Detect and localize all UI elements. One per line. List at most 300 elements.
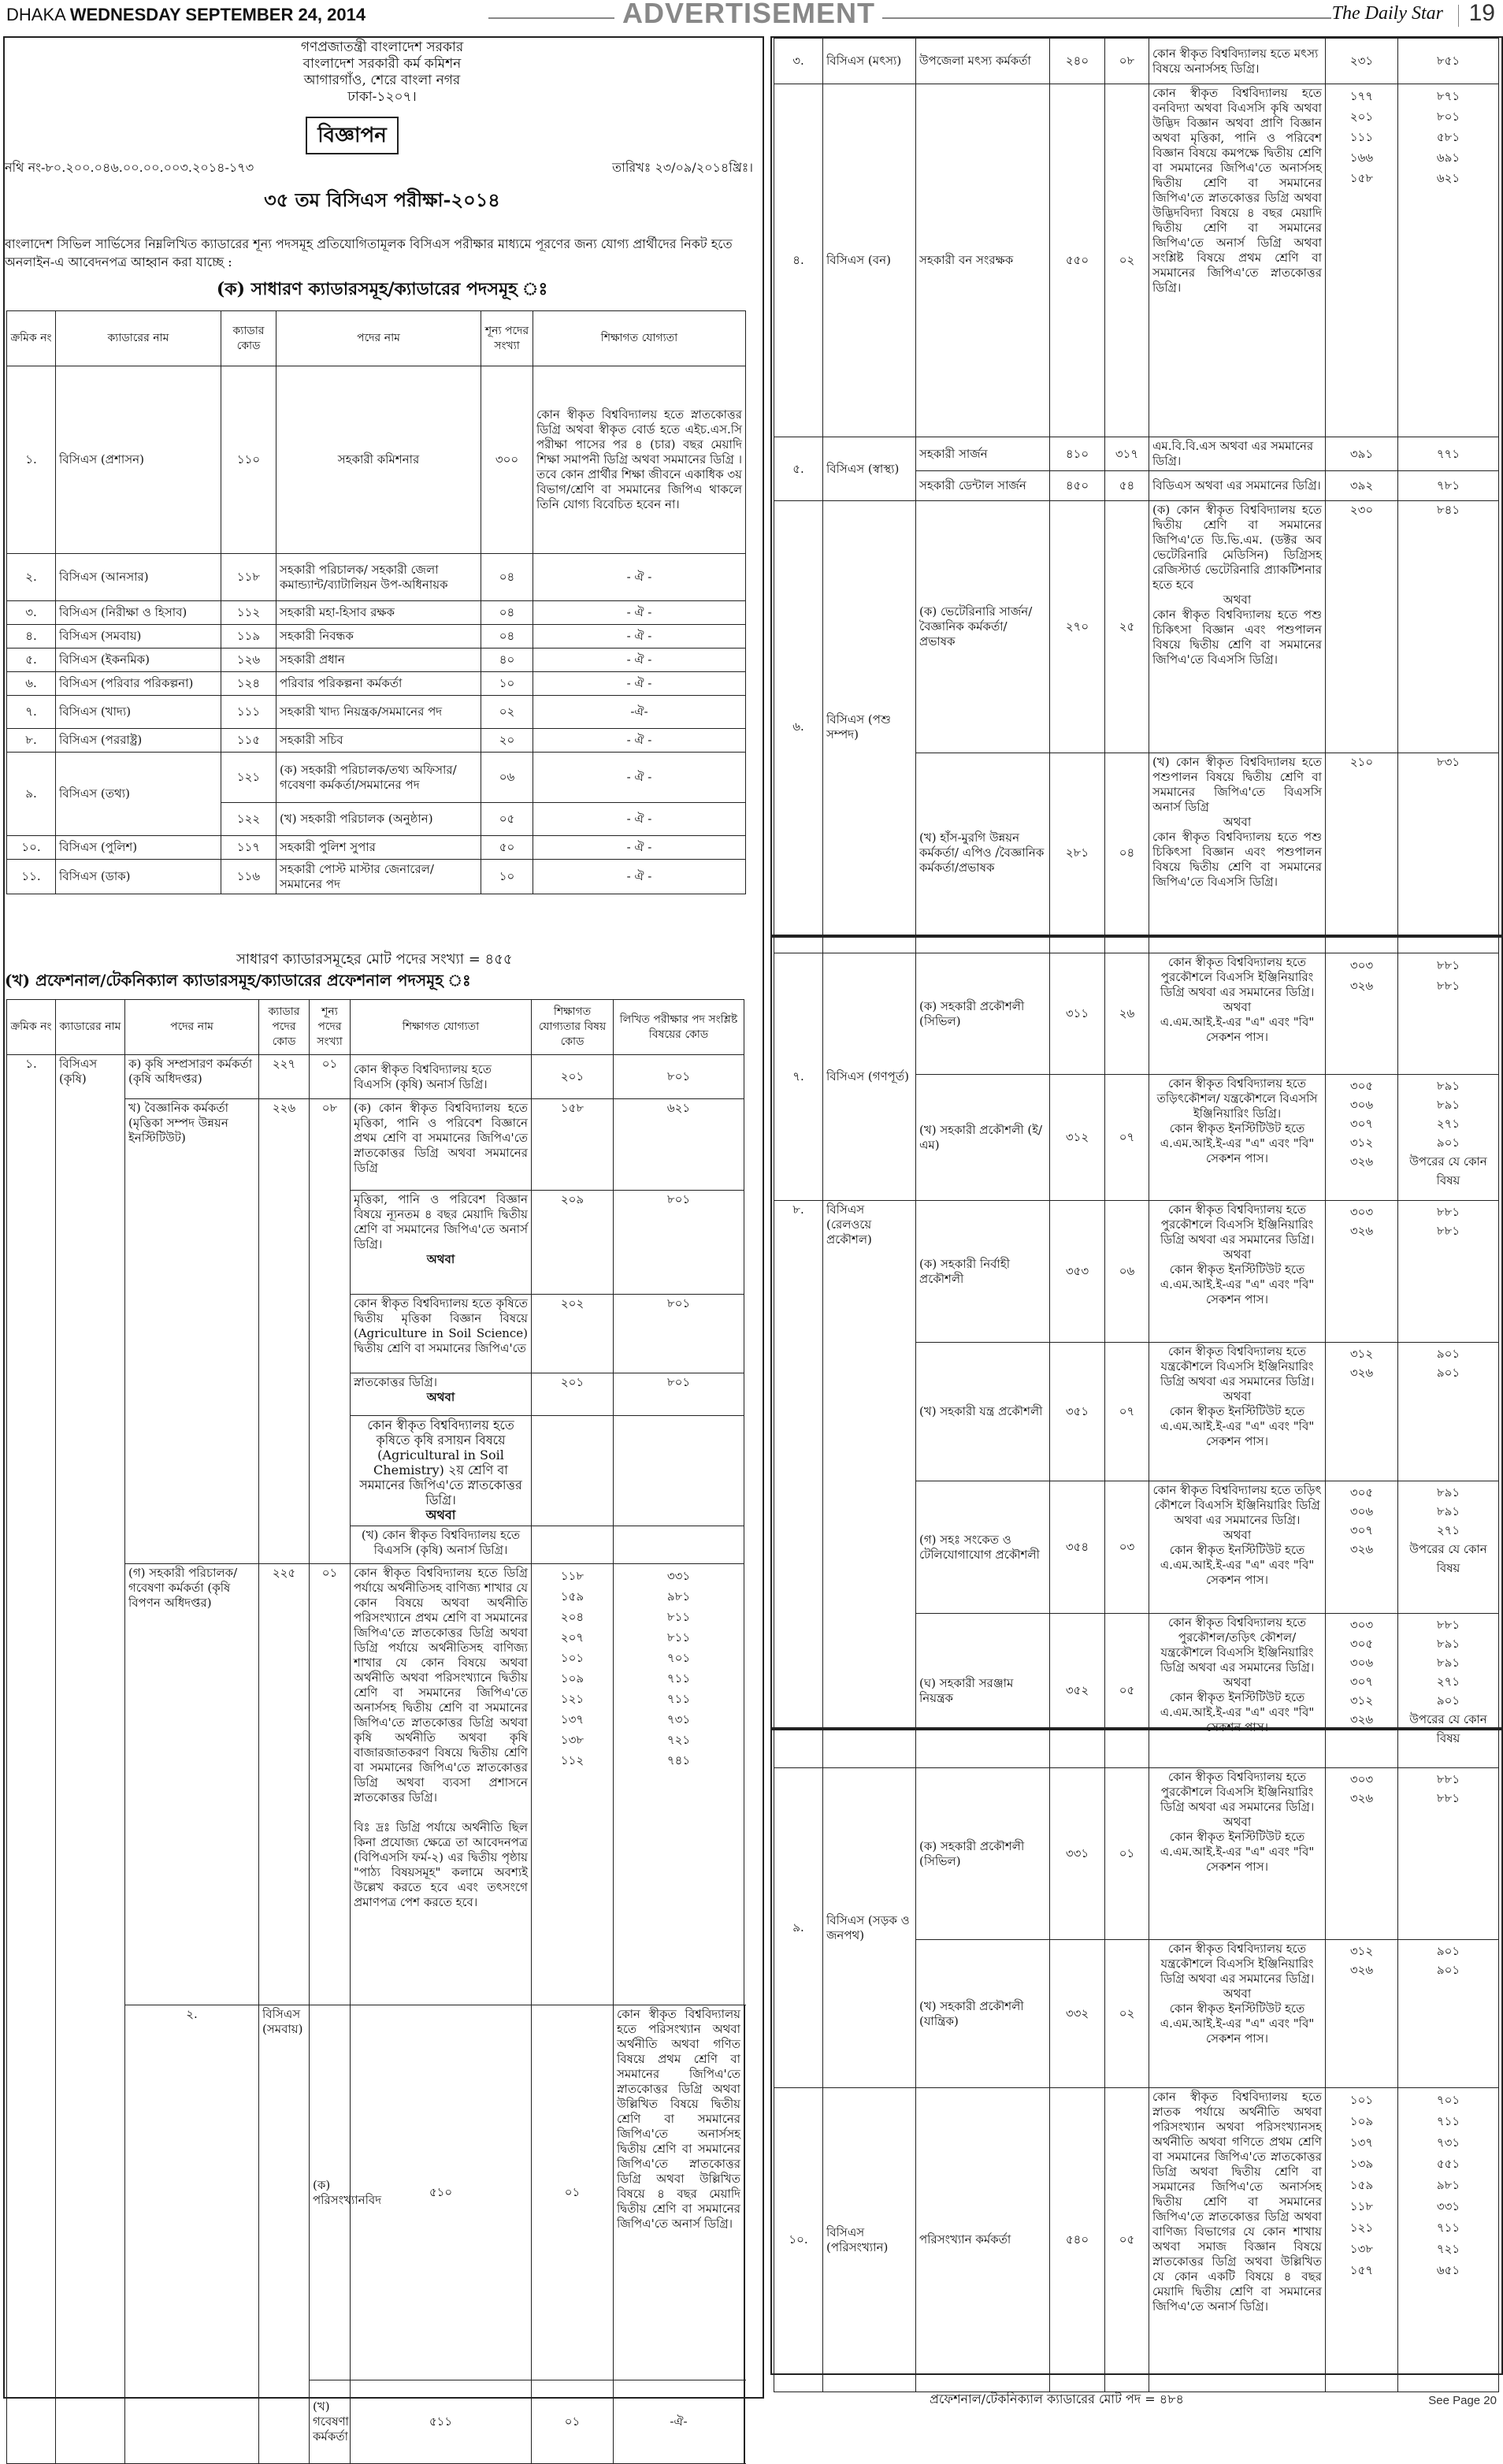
subject-code: ৩০৭	[1349, 1117, 1374, 1131]
memo-number: নথি নং-৮০.২০০.০৪৬.০০.০০.০০৩.২০১৪-১৭৩	[5, 160, 254, 175]
cell-cadre: বিসিএস (পুলিশ)	[56, 836, 221, 860]
subject-code: ১৩৮	[560, 1733, 584, 1747]
subject-code: ৩০৫	[1349, 1079, 1374, 1093]
col-header: পদের নাম	[276, 311, 481, 366]
cell-code: ১২১	[221, 753, 276, 803]
subject-code: ৩১২	[1349, 1347, 1374, 1361]
cell-sl: ৫.	[774, 437, 823, 501]
cell-cadre: বিসিএস (প্রশাসন)	[56, 366, 221, 554]
cell-post: (খ) সহকারী প্রকৌশলী (যান্ত্রিক)	[916, 1940, 1050, 2088]
general-cadre-table	[6, 310, 746, 894]
cell-cadre: বিসিএস (ডাক)	[56, 860, 221, 894]
cell-vacancy: ০৫	[1105, 1614, 1149, 1768]
table-row	[7, 672, 746, 696]
cell-qualification: - ঐ -	[533, 672, 746, 696]
subject-code: ৩২৬	[1349, 1366, 1374, 1380]
cell-post: সহকারী খাদ্য নিয়ন্ত্রক/সমমানের পদ	[276, 696, 481, 729]
cell-sl: ১.	[7, 366, 56, 554]
cell-post: খ) বৈজ্ঞানিক কর্মকর্তা (মৃত্তিকা সম্পদ উন্নয়ন ইনস্টিটিউট)	[125, 1099, 259, 1564]
written-code: ৭০১	[666, 1651, 691, 1665]
cell-cadre: বিসিএস (আনসার)	[56, 554, 221, 601]
cell-code: ১১৬	[221, 860, 276, 894]
cell-cadre: বিসিএস (সড়ক ও জনপথ)	[823, 1768, 916, 2088]
cell-qualification: -ঐ-	[614, 2380, 744, 2464]
subject-code: ১০১	[560, 1651, 584, 1665]
written-code: ৮৮১	[1436, 958, 1460, 972]
professional-total: প্রফেশনাল/টেকনিক্যাল ক্যাডারের মোট পদ = ৪৮৪	[930, 2392, 1184, 2406]
cell-cadre: বিসিএস (খাদ্য)	[56, 696, 221, 729]
subject-code: ১৫৮	[1349, 171, 1374, 185]
written-code: ৯০১	[1436, 1347, 1460, 1361]
cell-qualification: কোন স্বীকৃত বিশ্ববিদ্যালয় হতে বনবিদ্যা অথবা বিএসসি কৃষি অথবা উদ্ভিদ বিজ্ঞান অথবা প্রাণি বিজ্ঞান অথবা মৃত্তিকা, পানি ও পরিবেশ বিজ্ঞান বিষয়ে কমপক্ষে দ্বিতীয় শ্রেণি বা সমমানের জিপিএ'তে অনার্সসহ দ্বিতীয় শ্রেণি বা সমমানের জিপিএ'তে স্নাতকোত্তর ডিগ্রি অথবা উদ্ভিদবিদ্যা বিষয়ে ৪ বছর মেয়াদি দ্বিতীয় শ্রেণি বা সমমানের জিপিএ'তে অনার্স ডিগ্রি অথবা সংশ্লিষ্ট বিষয়ে প্রথম শ্রেণি বা সমমানের জিপিএ'তে স্নাতকোত্তর ডিগ্রি।	[1149, 84, 1326, 437]
written-code: ৭১১	[666, 1671, 691, 1685]
or-text: অথবা	[1223, 1389, 1252, 1403]
cell-qualification	[1149, 953, 1326, 1075]
subject-code: ১২১	[560, 1692, 584, 1706]
cell-written-code	[614, 1526, 744, 1564]
cell-cadre: বিসিএস (গণপূর্ত)	[823, 953, 916, 1201]
subject-code: ৩২৬	[1349, 1542, 1374, 1556]
written-code: ৮৭১	[1436, 89, 1460, 103]
col-header: শূন্য পদের সংখ্যা	[310, 1000, 351, 1055]
cell-vacancy: ০৫	[1105, 2088, 1149, 2392]
cell-vacancy: ০৮	[310, 1099, 351, 1564]
subject-code: ৩২৬	[1349, 1791, 1374, 1805]
cell-code: ২২৫	[259, 1564, 310, 2005]
subject-code: ৩২৬	[1349, 1154, 1374, 1169]
cell-written-code: ৮০১	[614, 1191, 744, 1295]
rule-right	[882, 17, 1331, 19]
col-header: শিক্ষাগত যোগ্যতার বিষয় কোড	[532, 1000, 614, 1055]
written-code: ৯০১	[1436, 1944, 1460, 1958]
written-code: ৭৩১	[1436, 2135, 1460, 2150]
or-text: অথবা	[1223, 1986, 1252, 2001]
cell-subject-code	[532, 1416, 614, 1526]
written-code: ৮৮১	[1436, 979, 1460, 993]
general-total: সাধারণ ক্যাডারসমূহের মোট পদের সংখ্যা = ৪৫৫	[236, 951, 513, 968]
written-code: ৫৮১	[1436, 130, 1460, 144]
cell-vacancy: ০৫	[481, 803, 533, 836]
subject-code: ৩০৩	[1349, 1618, 1374, 1632]
cell-post: সহকারী পরিচালক/ সহকারী জেলা কমান্ড্যান্ট/ব্যাটালিয়ন উপ-অধিনায়ক	[276, 554, 481, 601]
written-code: উপরের যে কোন বিষয়	[1409, 1154, 1487, 1187]
cell-post: (খ) সহকারী যন্ত্র প্রকৌশলী	[916, 1343, 1050, 1481]
table-row	[7, 649, 746, 672]
cell-cadre: বিসিএস (স্বাস্থ্য)	[823, 437, 916, 501]
cell-subject-code	[1326, 2088, 1398, 2392]
written-code: ৭২১	[666, 1733, 691, 1747]
col-header: লিখিত পরীক্ষার পদ সংশ্লিষ্ট বিষয়ের কোড	[614, 1000, 744, 1055]
subject-code: ৩০৭	[1349, 1523, 1374, 1537]
section-professional-title: (খ) প্রফেশনাল/টেকনিক্যাল ক্যাডারসমূহ/ক্যাডারের প্রফেশনাল পদসমূহ ঃ	[5, 971, 471, 990]
or-text: অথবা	[1223, 1675, 1252, 1689]
subject-code: ৩১২	[1349, 1693, 1374, 1708]
cell-sl: ৯.	[7, 753, 56, 836]
written-code: ৭০১	[1436, 2093, 1460, 2107]
cell-vacancy: ০১	[310, 1564, 351, 2005]
written-code: ৭১১	[1436, 2221, 1460, 2235]
written-code: ৯০১	[1436, 1366, 1460, 1380]
subject-code: ১১৮	[560, 1569, 584, 1583]
cell-code: ১১৫	[221, 729, 276, 753]
cell-subject-code	[532, 1564, 614, 2005]
cell-qualification: কোন স্বীকৃত বিশ্ববিদ্যালয় হতে কৃষিতে দ্বিতীয় মৃত্তিকা বিজ্ঞান বিষয়ে (Agriculture in Soil Science) দ্বিতীয় শ্রেণি বা সমমানের জিপিএ'তে	[351, 1295, 532, 1373]
or-text: অথবা	[426, 1390, 455, 1404]
cell-cadre: বিসিএস (মৎস্য)	[823, 39, 916, 84]
cell-sl: ৪.	[774, 84, 823, 437]
subject-code: ১৩৭	[560, 1712, 584, 1726]
col-header: ক্রমিক নং	[7, 311, 56, 366]
cell-cadre: বিসিএস (সমবায়)	[259, 2005, 310, 2464]
cell-qualification: - ঐ -	[533, 649, 746, 672]
written-code: ৬৯১	[1436, 151, 1460, 165]
cell-written-code	[1398, 1940, 1499, 2088]
subject-code: ১৬৬	[1349, 151, 1374, 165]
subject-code: ৩০৩	[1349, 1772, 1374, 1786]
issuer-line: ঢাকা-১২০৭।	[347, 89, 417, 105]
subject-code: ১৭৭	[1349, 89, 1374, 103]
cell-written-code	[614, 1416, 744, 1526]
cell-post: পরিসংখ্যান কর্মকর্তা	[916, 2088, 1050, 2392]
cell-subject-code: ২০২	[532, 1295, 614, 1373]
cell-written-code: ৮০১	[614, 1055, 744, 1099]
cell-post: সহকারী সার্জন	[916, 437, 1050, 471]
cell-vacancy: ৪০	[481, 649, 533, 672]
cell-vacancy: ০২	[1105, 1940, 1149, 2088]
subject-code: ১০১	[1349, 2093, 1374, 2107]
subject-code: ১৫৭	[1349, 2263, 1374, 2277]
cell-code: ১২৬	[221, 649, 276, 672]
cell-vacancy: ০৬	[481, 753, 533, 803]
written-code: ৬২১	[1436, 171, 1460, 185]
cell-code: ৩৩১	[1050, 1768, 1105, 1940]
subject-code: ১৫৯	[1349, 2178, 1374, 2192]
cell-sl: ৭.	[7, 696, 56, 729]
cell-subject-code: ৩৯১	[1326, 437, 1398, 471]
or-text: অথবা	[425, 1507, 456, 1522]
cell-written-code	[1398, 84, 1499, 437]
cell-qualification: - ঐ -	[533, 729, 746, 753]
cell-cadre: বিসিএস (পরিসংখ্যান)	[823, 2088, 916, 2392]
cell-qualification: - ঐ -	[533, 753, 746, 803]
subject-code: ৩২৬	[1349, 1224, 1374, 1238]
page-number: 19	[1468, 0, 1495, 26]
cell-code: ৩৫১	[1050, 1343, 1105, 1481]
written-code: ২৭১	[1436, 1674, 1460, 1689]
qual-text: কোন স্বীকৃত বিশ্ববিদ্যালয় হতে পশু চিকিৎসা বিজ্ঞান এবং পশুপালন বিষয়ে দ্বিতীয় শ্রেণি বা সমমানের জিপিএ'তে বিএসসি ডিগ্রি।	[1152, 830, 1322, 889]
qual-text: কোন স্বীকৃত ইনস্টিটিউট হতে এ.এম.আই.ই-এর "এ" এবং "বি" সেকশন পাস।	[1160, 1262, 1315, 1306]
written-code: ৮০১	[1436, 110, 1460, 124]
cell-qualification: - ঐ -	[533, 554, 746, 601]
cell-subject-code	[1326, 1768, 1398, 1940]
cell-qualification: কোন স্বীকৃত বিশ্ববিদ্যালয় হতে পরিসংখ্যান অথবা অর্থনীতি অথবা গণিত বিষয়ে প্রথম শ্রেণি বা সমমানের জিপিএ'তে স্নাতকোত্তর ডিগ্রি অথবা উল্লিখিত বিষয়ে দ্বিতীয় শ্রেণি বা সমমানের জিপিএ'তে অনার্সসহ দ্বিতীয় শ্রেণি বা সমমানের জিপিএ'তে স্নাতকোত্তর ডিগ্রি অথবা উল্লিখিত বিষয়ে ৪ বছর মেয়াদি দ্বিতীয় শ্রেণি বা সমমানের জিপিএ'তে অনার্স ডিগ্রি।	[614, 2005, 744, 2380]
cell-qualification: - ঐ -	[533, 625, 746, 649]
cell-post: সহকারী সচিব	[276, 729, 481, 753]
cell-qualification: (খ) কোন স্বীকৃত বিশ্ববিদ্যালয় হতে বিএসসি (কৃষি) অনার্স ডিগ্রি।	[351, 1526, 532, 1564]
issuer-block	[3, 39, 761, 106]
cell-subject-code: ২০৯	[532, 1191, 614, 1295]
cell-subject-code: ২৩০	[1326, 501, 1398, 753]
issuer-line: বাংলাদেশ সরকারী কর্ম কমিশন	[302, 56, 462, 72]
cell-sl: ৩.	[7, 601, 56, 625]
subject-code: ৩২৬	[1349, 979, 1374, 993]
issuer-line: আগারগাঁও, শেরে বাংলা নগর	[303, 72, 461, 88]
qual-text: কোন স্বীকৃত বিশ্ববিদ্যালয় হতে কৃষিতে কৃষি রসায়ন বিষয়ে (Agricultural in Soil Chemistry) ২য় শ্রেণি বা সমমানের জিপিএ'তে স্নাতকোত্তর ডিগ্রি।	[359, 1418, 522, 1507]
cell-code: ২২৬	[259, 1099, 310, 1564]
written-code: ৯০১	[1436, 1693, 1460, 1708]
qual-note: বিঃ দ্রঃ ডিগ্রি পর্যায়ে অর্থনীতি ছিল কিনা প্রযোজ্য ক্ষেত্রে তা আবেদনপত্র (বিপিএসসি ফর্ম-২) এর দ্বিতীয় পৃষ্ঠায় "পাঠ্য বিষয়সমূহ" কলামে অবশ্যই উল্লেখ করতে হবে এবং তৎসংগে প্রমাণপত্র পেশ করতে হবে।	[354, 1820, 528, 1909]
qual-text: এ.এম.আই.ই-এর "এ" এবং "বি" সেকশন পাস।	[1160, 1015, 1315, 1044]
cell-code: ১১০	[221, 366, 276, 554]
cell-code: ৪১০	[1050, 437, 1105, 471]
table-row	[7, 696, 746, 729]
cell-vacancy: ৫৪	[1105, 471, 1149, 501]
cell-code: ২২৭	[259, 1055, 310, 1099]
exam-title: ৩৫ তম বিসিএস পরীক্ষা-২০১৪	[264, 188, 500, 211]
cell-cadre: বিসিএস (বন)	[823, 84, 916, 437]
divider	[1458, 5, 1459, 27]
cell-sl: ৪.	[7, 625, 56, 649]
cell-code: ২৮১	[1050, 753, 1105, 953]
qual-text: কোন স্বীকৃত ইনস্টিটিউট হতে এ.এম.আই.ই-এর "এ" এবং "বি" সেকশন পাস।	[1160, 2001, 1315, 2046]
cell-qualification	[351, 1191, 532, 1295]
cell-vacancy: ২৫	[1105, 501, 1149, 753]
cell-post: পরিবার পরিকল্পনা কর্মকর্তা	[276, 672, 481, 696]
cell-written-code	[1398, 1768, 1499, 1940]
cell-vacancy: ২৬	[1105, 953, 1149, 1075]
cell-qualification: - ঐ -	[533, 803, 746, 836]
cell-qualification: বিডিএস অথবা এর সমমানের ডিগ্রি।	[1149, 471, 1326, 501]
written-code: ৮৯১	[1436, 1485, 1460, 1500]
written-code: ৮৮১	[1436, 1618, 1460, 1632]
subject-code: ৩০৫	[1349, 1637, 1374, 1651]
qual-text: কোন স্বীকৃত বিশ্ববিদ্যালয় হতে পুরকৌশলে বিএসসি ইঞ্জিনিয়ারিং ডিগ্রি অথবা এর সমমানের ডিগ্রি।	[1160, 1202, 1315, 1247]
subject-code: ৩০৬	[1349, 1504, 1374, 1518]
cell-qualification: কোন স্বীকৃত বিশ্ববিদ্যালয় হতে মৎস্য বিষয়ে অনার্সসহ ডিগ্রি।	[1149, 39, 1326, 84]
written-code: ৮১১	[666, 1610, 691, 1624]
or-text: অথবা	[1223, 593, 1252, 607]
qual-text: কোন স্বীকৃত বিশ্ববিদ্যালয় হতে পুরকৌশলে বিএসসি ইঞ্জিনিয়ারিং ডিগ্রি অথবা এর সমমানের ডিগ্রি।	[1160, 1770, 1315, 1814]
table-row	[774, 437, 1499, 471]
continuation-note: See Page 20	[1428, 2394, 1497, 2407]
written-code: ৮৮১	[1436, 1772, 1460, 1786]
cell-sl: ২.	[125, 2005, 259, 2464]
written-code: উপরের যে কোন বিষয়	[1409, 1542, 1487, 1575]
cell-subject-code	[1326, 1201, 1398, 1343]
col-header: ক্যাডারের নাম	[56, 311, 221, 366]
section-general-title: (ক) সাধারণ ক্যাডারসমূহ/ক্যাডারের পদসমূহ ঃ	[216, 279, 548, 299]
col-header: ক্যাডারের নাম	[56, 1000, 125, 1055]
cell-qualification: - ঐ -	[533, 601, 746, 625]
subject-code: ১৩৯	[1349, 2157, 1374, 2171]
cell-written-code	[1398, 1201, 1499, 1343]
cell-vacancy: ০১	[310, 1055, 351, 1099]
cell-qualification: (ক) কোন স্বীকৃত বিশ্ববিদ্যালয় হতে মৃত্তিকা, পানি ও পরিবেশ বিজ্ঞানে প্রথম শ্রেণি বা সমমানের জিপিএ'তে স্নাতকোত্তর ডিগ্রি অথবা সমমানের ডিগ্রি	[351, 1099, 532, 1191]
cell-qualification	[1149, 1940, 1326, 2088]
qual-text: মৃত্তিকা, পানি ও পরিবেশ বিজ্ঞান বিষয়ে ন্যূনতম ৪ বছর মেয়াদি দ্বিতীয় শ্রেণি বা সমমানের জিপিএ'তে অনার্স ডিগ্রি।	[354, 1192, 528, 1251]
written-code: ৮৯১	[1436, 1079, 1460, 1093]
cell-code: ১১৭	[221, 836, 276, 860]
table-row	[7, 554, 746, 601]
cell-sl: ১.	[7, 1055, 56, 2464]
table-header-row	[7, 311, 746, 366]
cell-post: সহকারী মহা-হিসাব রক্ষক	[276, 601, 481, 625]
cell-post: (খ) সহকারী পরিচালক (অনুষ্ঠান)	[276, 803, 481, 836]
cell-sl: ৯.	[774, 1768, 823, 2088]
cell-subject-code	[1326, 953, 1398, 1075]
cell-subject-code	[1326, 1343, 1398, 1481]
cell-cadre: বিসিএস (কৃষি)	[56, 1055, 125, 2464]
cell-qualification	[1149, 753, 1326, 953]
or-text: অথবা	[1223, 815, 1252, 829]
cell-cadre: বিসিএস (সমবায়)	[56, 625, 221, 649]
subject-code: ৩২৬	[1349, 1963, 1374, 1977]
qual-text: কোন স্বীকৃত ইনস্টিটিউট হতে এ.এম.আই.ই-এর "এ" এবং "বি" সেকশন পাস।	[1160, 1543, 1315, 1587]
qual-text: কোন স্বীকৃত বিশ্ববিদ্যালয় হতে পশু চিকিৎসা বিজ্ঞান এবং পশুপালন বিষয়ে দ্বিতীয় শ্রেণি বা সমমানের জিপিএ'তে বিএসসি ডিগ্রি।	[1152, 608, 1322, 667]
cell-code: ১২২	[221, 803, 276, 836]
cell-code: ৫১০	[351, 2005, 532, 2380]
cell-cadre: বিসিএস (পরিবার পরিকল্পনা)	[56, 672, 221, 696]
or-text: অথবা	[1223, 1528, 1252, 1542]
table-row	[774, 953, 1499, 1075]
cell-post: সহকারী পুলিশ সুপার	[276, 836, 481, 860]
cell-cadre: বিসিএস (ইকনমিক)	[56, 649, 221, 672]
subject-code: ১১২	[560, 1753, 584, 1767]
cell-written-code	[744, 2380, 745, 2464]
qual-text: (ক) কোন স্বীকৃত বিশ্ববিদ্যালয় হতে দ্বিতীয় শ্রেণি বা সমমানের জিপিএ'তে ডি.ভি.এম. (ডক্টর অব ভেটেরিনারি মেডিসিন) ডিগ্রিসহ রেজিস্টার্ড ভেটেরিনারি প্র্যাকটিশনার হতে হবে	[1152, 503, 1322, 592]
cell-post: (ক) পরিসংখ্যানবিদ	[310, 2005, 351, 2380]
cell-subject-code: ২৩১	[1326, 39, 1398, 84]
cell-vacancy: ৩১৭	[1105, 437, 1149, 471]
cell-written-code: ৮০১	[614, 1373, 744, 1416]
table-row	[7, 625, 746, 649]
cell-post: (খ) গবেষণা কর্মকর্তা	[310, 2380, 351, 2464]
cell-cadre: বিসিএস (তথ্য)	[56, 753, 221, 836]
table-row	[7, 1055, 745, 1099]
cell-vacancy: ০৭	[1105, 1075, 1149, 1201]
cell-vacancy: ০৩	[1105, 1481, 1149, 1614]
col-header: শূন্য পদের সংখ্যা	[481, 311, 533, 366]
cell-code: ৩১২	[1050, 1075, 1105, 1201]
cell-written-code	[1398, 1075, 1499, 1201]
cell-qualification	[1149, 501, 1326, 753]
cell-vacancy: ২০	[481, 729, 533, 753]
cell-code: ৫৪০	[1050, 2088, 1105, 2392]
qual-text: কোন স্বীকৃত ইনস্টিটিউট হতে এ.এম.আই.ই-এর "এ" এবং "বি" সেকশন পাস।	[1160, 1121, 1315, 1165]
cell-post: (ক) সহকারী প্রকৌশলী (সিভিল)	[916, 953, 1050, 1075]
subject-code: ২০৭	[560, 1630, 584, 1645]
qual-text: কোন স্বীকৃত ইনস্টিটিউট হতে এ.এম.আই.ই-এর "এ" এবং "বি" সেকশন পাস।	[1160, 1830, 1315, 1874]
cell-vacancy: ১০	[481, 672, 533, 696]
subject-code: ১০৯	[1349, 2114, 1374, 2128]
cell-code: ৩১১	[1050, 953, 1105, 1075]
cell-post: সহকারী কমিশনার	[276, 366, 481, 554]
written-code: ৮৯১	[1436, 1504, 1460, 1518]
cell-cadre: বিসিএস (পশু সম্পদ)	[823, 501, 916, 953]
cell-qualification: এম.বি.বি.এস অথবা এর সমমানের ডিগ্রি।	[1149, 437, 1326, 471]
cell-code: ১১২	[221, 601, 276, 625]
cell-code: ৩৩২	[1050, 1940, 1105, 2088]
written-code: ৮৮১	[1436, 1791, 1460, 1805]
cell-post: ক) কৃষি সম্প্রসারণ কর্মকর্তা (কৃষি অধিদপ্তর)	[125, 1055, 259, 1099]
cell-vacancy: ০৪	[1105, 753, 1149, 953]
cell-written-code	[1398, 953, 1499, 1075]
cell-post: সহকারী ডেন্টাল সার্জন	[916, 471, 1050, 501]
col-header: শিক্ষাগত যোগ্যতা	[533, 311, 746, 366]
cell-qualification: কোন স্বীকৃত বিশ্ববিদ্যালয় হতে বিএসসি (কৃষি) অনার্স ডিগ্রি।	[351, 1055, 532, 1099]
subject-code: ৩১২	[1349, 1135, 1374, 1150]
qual-text: কোন স্বীকৃত বিশ্ববিদ্যালয় হতে যন্ত্রকৌশলে বিএসসি ইঞ্জিনিয়ারিং ডিগ্রি অথবা এর সমমানের ডিগ্রি।	[1160, 1942, 1315, 1986]
cell-qualification	[1149, 1075, 1326, 1201]
written-code: ৭২১	[1436, 2242, 1460, 2256]
cell-code: ৩৫২	[1050, 1614, 1105, 1768]
cell-written-code: ৮৩১	[1398, 753, 1499, 953]
cell-qualification	[1149, 1481, 1326, 1614]
issuer-line: গণপ্রজাতন্ত্রী বাংলাদেশ সরকার	[300, 39, 464, 55]
subject-code: ২০৪	[560, 1610, 584, 1624]
cell-subject-code	[1326, 1481, 1398, 1614]
subject-code: ৩০৭	[1349, 1674, 1374, 1689]
cell-sl: ৬.	[774, 501, 823, 953]
section-title: ADVERTISEMENT	[622, 0, 876, 29]
written-code: ৫৫১	[1436, 2157, 1460, 2171]
dateline	[6, 5, 366, 25]
col-header: ক্যাডার কোড	[221, 311, 276, 366]
cell-vacancy: ০৪	[481, 554, 533, 601]
cell-code: ১২৪	[221, 672, 276, 696]
cell-post: সহকারী নিবন্ধক	[276, 625, 481, 649]
cell-written-code: ৮০১	[614, 1295, 744, 1373]
table-row	[774, 39, 1499, 84]
col-header: ক্রমিক নং	[7, 1000, 56, 1055]
col-header: পদের নাম	[125, 1000, 259, 1055]
subject-code: ৩০৩	[1349, 1205, 1374, 1219]
written-code: ৭৪১	[666, 1753, 691, 1767]
cell-vacancy: ০১	[532, 2380, 614, 2464]
cell-post: সহকারী পোস্ট মাস্টার জেনারেল/ সমমানের পদ	[276, 860, 481, 894]
cell-vacancy: ০২	[481, 696, 533, 729]
table-row	[774, 1201, 1499, 1343]
table-row	[774, 84, 1499, 437]
cell-cadre: বিসিএস (রেলওয়ে প্রকৌশল)	[823, 1201, 916, 1768]
cell-qualification: কোন স্বীকৃত বিশ্ববিদ্যালয় হতে স্নাতকোত্তর ডিগ্রি অথবা স্বীকৃত বোর্ড হতে এইচ.এস.সি পরীক্ষা পাসের পর ৪ (চার) বছর মেয়াদি শিক্ষা সমাপনী ডিগ্রি অথবা সমমানের ডিগ্রি । তবে কোন প্রার্থীর শিক্ষা জীবনে একাধিক ৩য় বিভাগ/শ্রেণি বা সমমানের জিপিএ থাকলে তিনি যোগ্য বিবেচিত হবেন না।	[533, 366, 746, 554]
qual-text: কোন স্বীকৃত বিশ্ববিদ্যালয় হতে পুরকৌশলে বিএসসি ইঞ্জিনিয়ারিং ডিগ্রি অথবা এর সমমানের ডিগ্রি।	[1160, 955, 1315, 999]
or-text: অথবা	[426, 1252, 455, 1266]
qual-text: কোন স্বীকৃত ইনস্টিটিউট হতে এ.এম.আই.ই-এর "এ" এবং "বি" সেকশন পাস।	[1160, 1690, 1315, 1734]
cell-vacancy: ০৮	[1105, 39, 1149, 84]
cell-subject-code	[1326, 84, 1398, 437]
cell-post: সহকারী বন সংরক্ষক	[916, 84, 1050, 437]
cell-qualification	[1149, 1768, 1326, 1940]
cell-vacancy: ০১	[532, 2005, 614, 2380]
table-row	[774, 501, 1499, 753]
cell-written-code	[614, 1564, 744, 2005]
cell-vacancy: ০১	[1105, 1768, 1149, 1940]
qual-text: কোন স্বীকৃত বিশ্ববিদ্যালয় হতে তড়িৎকৌশল/ যন্ত্রকৌশলে বিএসসি ইঞ্জিনিয়ারিং ডিগ্রি।	[1156, 1076, 1318, 1121]
table-row	[7, 729, 746, 753]
written-code: ৮৮১	[1436, 1205, 1460, 1219]
qual-text: কোন স্বীকৃত ইনস্টিটিউট হতে এ.এম.আই.ই-এর "এ" এবং "বি" সেকশন পাস।	[1160, 1404, 1315, 1448]
cell-code: ২৭০	[1050, 501, 1105, 753]
cell-qualification	[1149, 1614, 1326, 1768]
written-code: উপরের যে কোন বিষয়	[1409, 1712, 1487, 1745]
cell-subject-code: ১৫৮	[532, 1099, 614, 1191]
paper-name: The Daily Star	[1331, 3, 1443, 24]
cell-qualification	[351, 1416, 532, 1526]
written-code: ৯০১	[1436, 1963, 1460, 1977]
cell-post: সহকারী প্রধান	[276, 649, 481, 672]
masthead	[0, 0, 1503, 32]
